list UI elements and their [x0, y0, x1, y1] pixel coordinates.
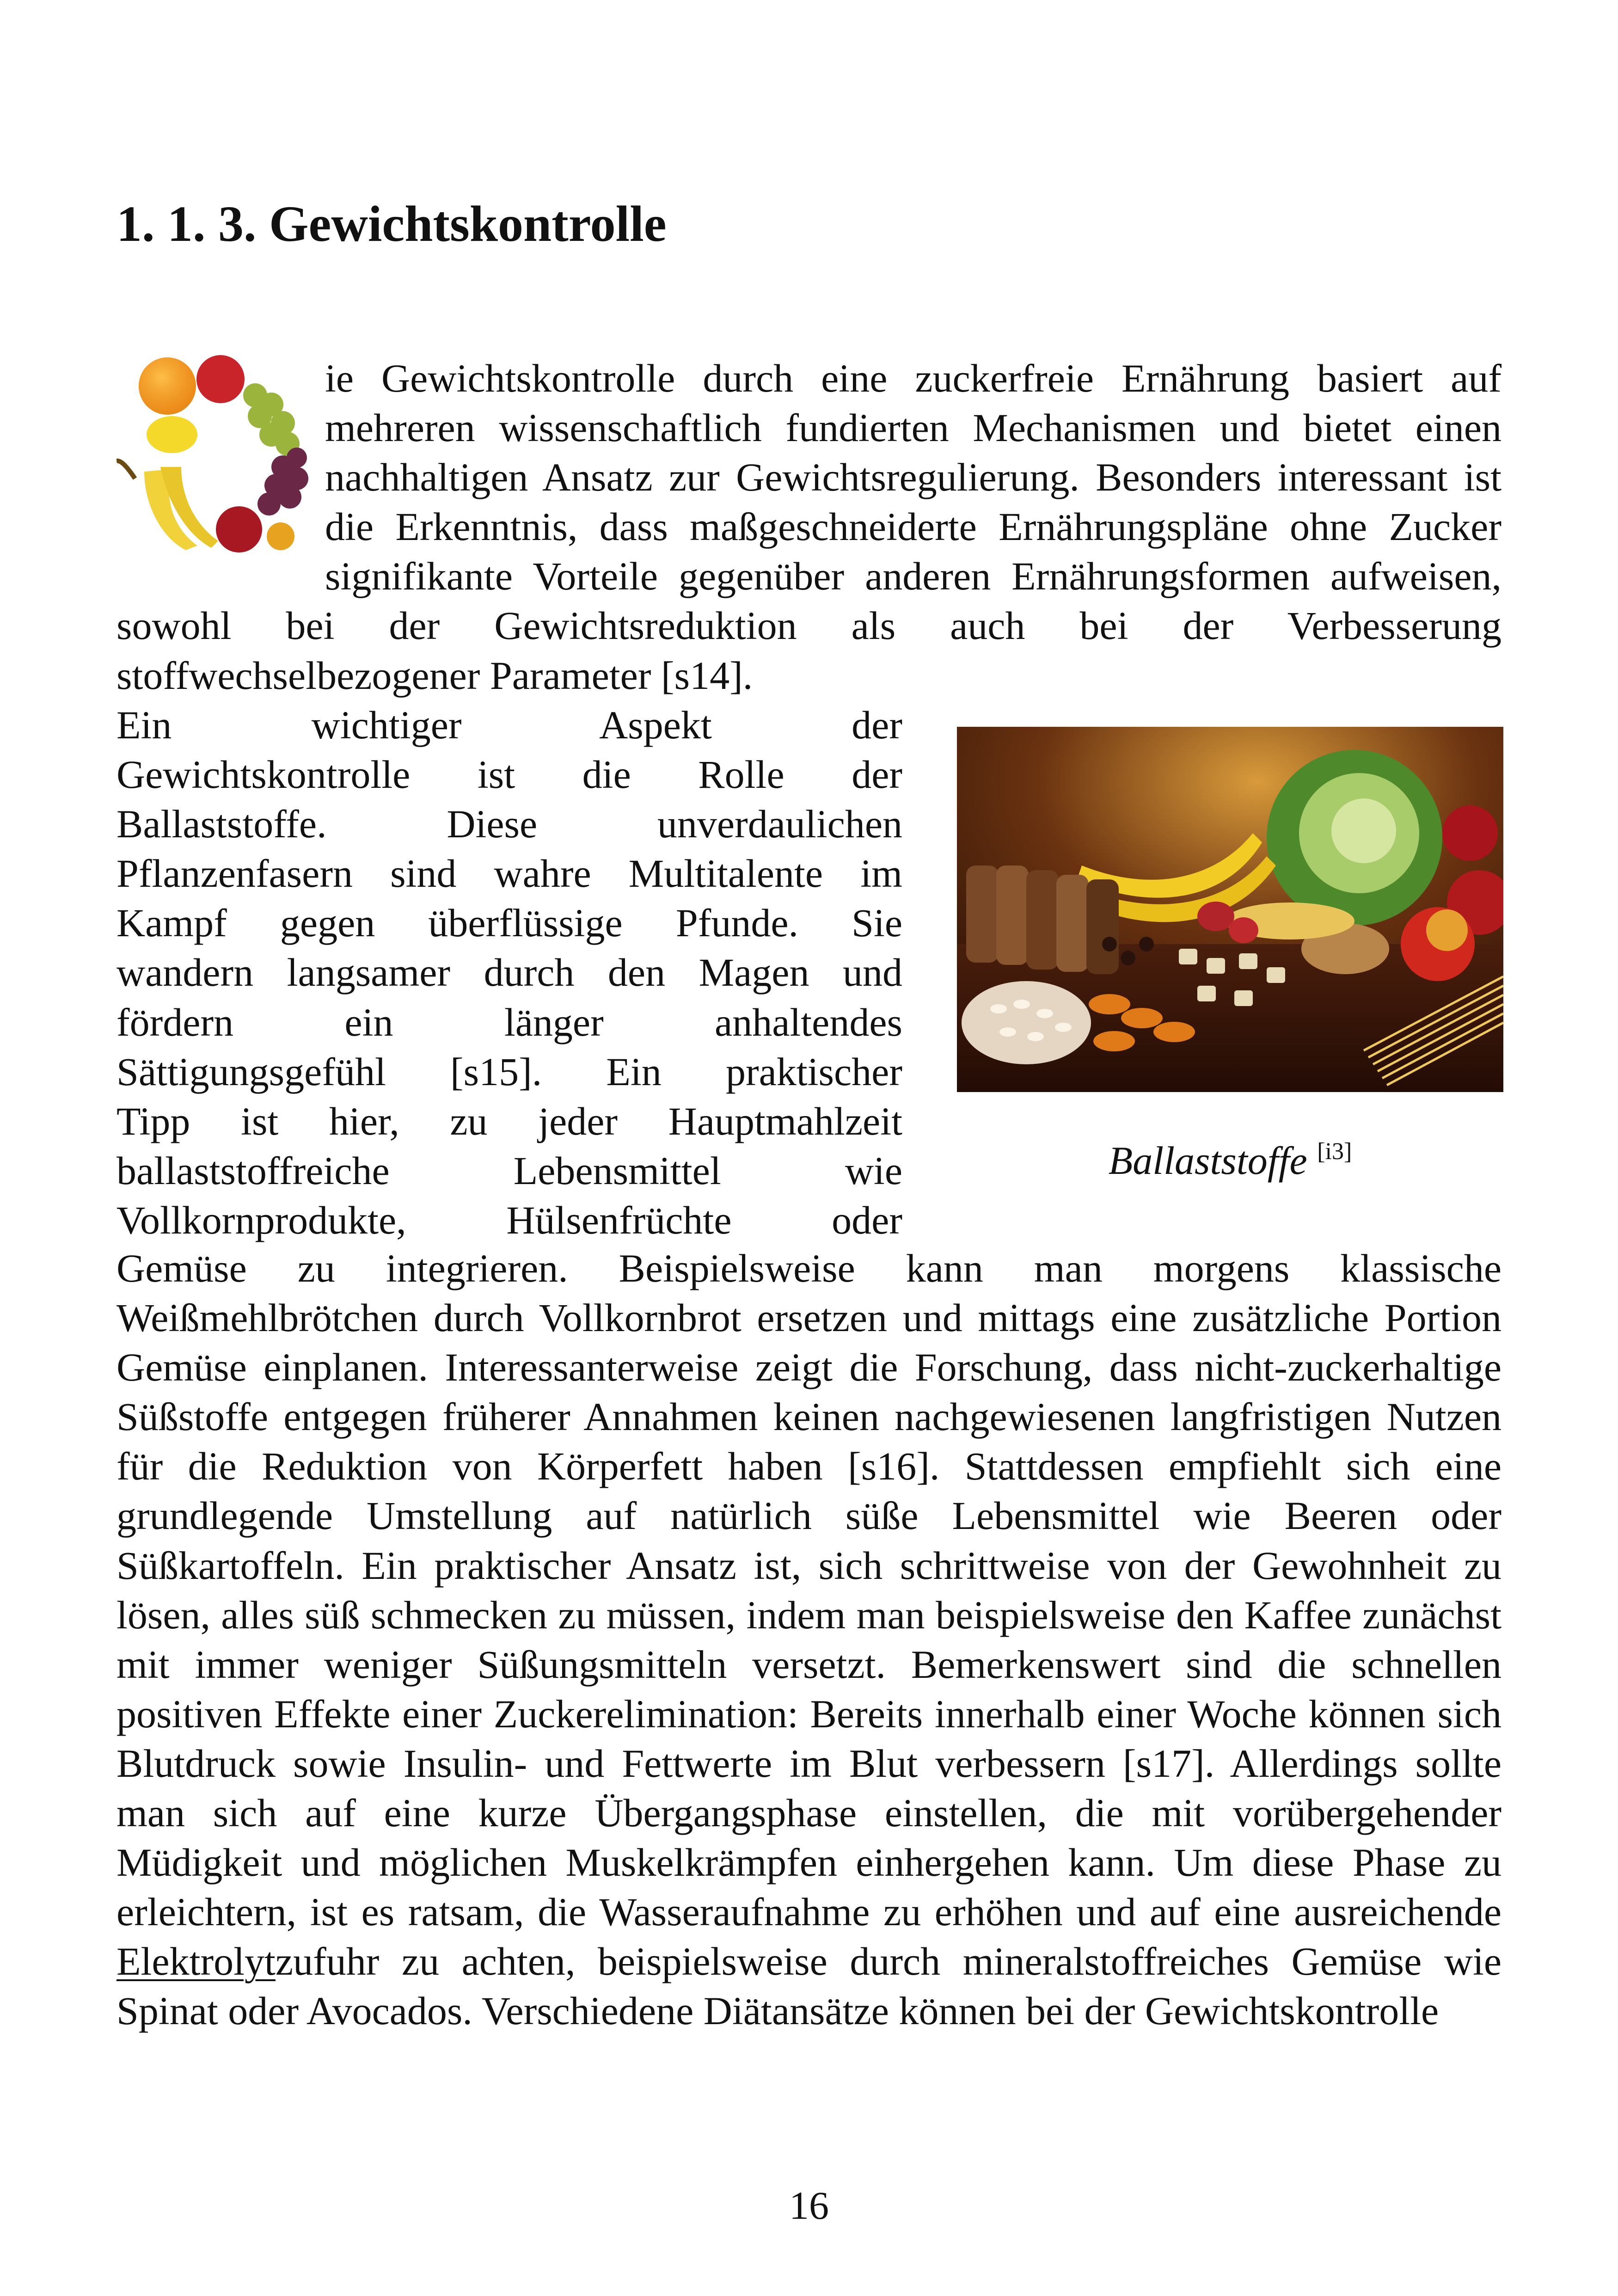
- intro-paragraph: [116, 354, 1502, 700]
- column-line: Ballaststoffe. Diese unverdaulichen: [116, 802, 902, 847]
- intro-text: ie Gewichtskontrolle durch eine zuckerfreie Ernährung basiert auf mehreren wissenschaftlich fundierten Mechanismen und bietet einen nachhaltigen Ansatz zur Gewichtsregulierung. Besonders interessant ist die Erkenntnis, dass maßgeschneiderte Ernährungspläne ohne Zucker signifikante Vorteile gegenüber anderen Ernährungsformen aufweisen, sowohl bei der Gewichtsreduktion als auch bei der Verbesserung stoffwechselbezogener Parameter [s14].: [116, 356, 1502, 698]
- column-line: wandern langsamer durch den Magen und: [116, 950, 902, 995]
- text-with-figure: [116, 700, 1503, 1246]
- column-line: Vollkornprodukte, Hülsenfrüchte oder: [116, 1197, 902, 1242]
- column-line: fördern ein länger anhaltendes: [116, 1000, 902, 1044]
- image-reference: [i3]: [1317, 1138, 1352, 1165]
- electrolyte-link[interactable]: Elektrolyt: [116, 1939, 276, 1984]
- section-heading: 1. 1. 3. Gewichtskontrolle: [116, 196, 667, 252]
- dropcap-letter-d-fruit-image: [116, 354, 313, 557]
- figure-caption: [957, 1137, 1503, 1184]
- column-line: Pflanzenfasern sind wahre Multitalente im: [116, 851, 902, 896]
- paragraph-text-part-1: Gemüse zu integrieren. Beispielsweise kann man morgens klassische Weißmehlbrötchen durch Vollkornbrot ersetzen und mittags eine zusätzliche Portion Gemüse einplanen. Interessanterweise zeigt die Forschung, dass nicht-zuckerhaltige Süßstoffe entgegen früherer Annahmen keinen nachgewiesenen langfristigen Nutzen für die Reduktion von Körperfett haben [s16]. Stattdessen empfiehlt sich eine grundlegende Umstellung auf natürlich süße Lebensmittel wie Beeren oder Süßkartoffeln. Ein praktischer Ansatz ist, sich schrittweise von der Gewohnheit zu lösen, alles süß schmecken zu müssen, indem man beispielsweise den Kaffee zunächst mit immer weniger Süßungsmitteln versetzt. Bemerkenswert sind die schnellen positiven Effekte einer Zuckerelimination: Bereits innerhalb einer Woche können sich Blutdruck sowie Insulin- und Fettwerte im Blut verbessern [s17]. Allerdings sollte man sich auf eine kurze Übergangsphase einstellen, die mit vorübergehender Müdigkeit und möglichen Muskelkrämpfen einhergehen kann. Um diese Phase zu erleichtern, ist es ratsam, die Wasseraufnahme zu erhöhen und auf eine ausreichende: [116, 1246, 1502, 1934]
- page-number: 16: [789, 2183, 829, 2228]
- wrapped-column-text: [116, 700, 902, 1245]
- paragraph-text-part-2: zufuhr zu achten, beispielsweise durch mineralstoffreiches Gemüse wie Spinat oder Avocados. Verschiedene Diätansätze können bei der Gewichtskontrolle: [116, 1939, 1502, 2033]
- fiber-foods-photo: [957, 727, 1503, 1092]
- column-line: Tipp ist hier, zu jeder Hauptmahlzeit: [116, 1099, 902, 1143]
- column-line: ballaststoffreiche Lebensmittel wie: [116, 1148, 902, 1193]
- caption-text: Ballaststoffe: [1108, 1138, 1307, 1183]
- column-line: Kampf gegen überflüssige Pfunde. Sie: [116, 901, 902, 945]
- main-paragraph: [116, 1244, 1502, 2036]
- column-line: Sättigungsgefühl [s15]. Ein praktischer: [116, 1049, 902, 1094]
- column-line: Ein wichtiger Aspekt der: [116, 703, 902, 747]
- column-line: Gewichtskontrolle ist die Rolle der: [116, 752, 902, 797]
